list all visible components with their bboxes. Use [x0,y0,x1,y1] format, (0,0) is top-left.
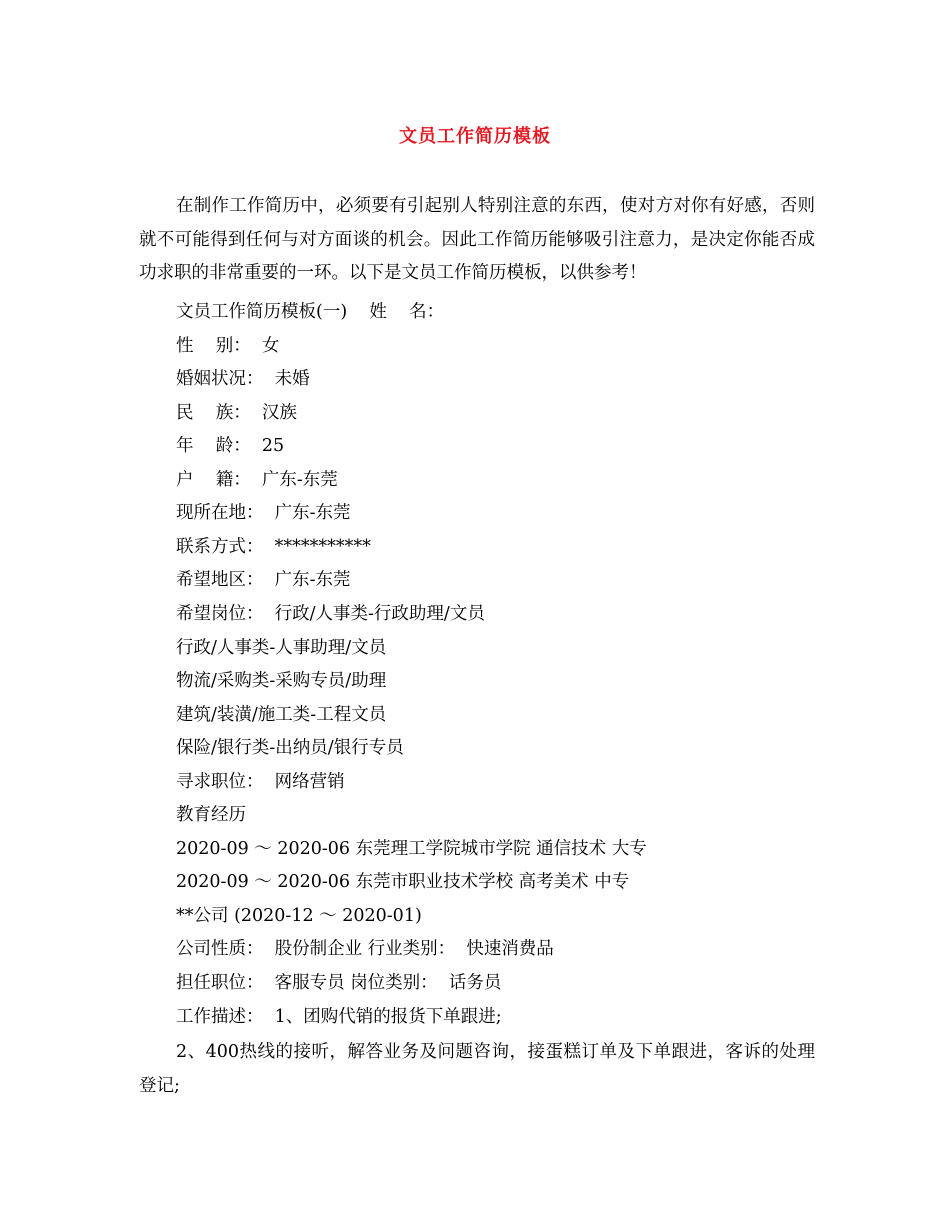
resume-line: 希望岗位： 行政/人事类-行政助理/文员 [176,603,485,624]
resume-line: 保险/银行类-出纳员/银行专员 [176,738,404,759]
resume-line: 寻求职位： 网络营销 [176,771,345,792]
resume-line: 建筑/装潢/施工类-工程文员 [176,704,387,725]
resume-line: 教育经历 [176,805,246,826]
resume-line: 年 龄： 25 [176,436,285,457]
resume-line: 担任职位： 客服专员 岗位类别： 话务员 [176,973,502,993]
resume-line: 户 籍： 广东-东莞 [176,469,338,490]
resume-line: 希望地区： 广东-东莞 [176,570,351,591]
resume-line: 民 族： 汉族 [176,402,297,423]
work-description-paragraph: 2、400热线的接听，解答业务及问题咨询，接蛋糕订单及下单跟进，客诉的处理登记; [139,1042,815,1096]
intro-paragraph: 在制作工作简历中，必须要有引起别人特别注意的东西，使对方对你有好感，否则就不可能得到任何与对方面谈的机会。因此工作简历能够吸引注意力，是决定你能否成功求职的非常重要的一环。以下是文员工作简历模板，以供参考！ [139,196,815,283]
resume-line: **公司 (2020-12 ～ 2020-01) [176,905,422,926]
resume-line: 物流/采购类-采购专员/助理 [176,671,387,692]
resume-line: 文员工作简历模板(一) 姓 名： [176,302,445,322]
resume-line: 联系方式： *********** [176,536,371,557]
resume-line: 公司性质： 股份制企业 行业类别： 快速消费品 [176,939,554,960]
resume-line: 2020-09 ～ 2020-06 东莞市职业技术学校 高考美术 中专 [176,872,630,893]
resume-line: 2020-09 ～ 2020-06 东莞理工学院城市学院 通信技术 大专 [176,838,647,859]
resume-line: 现所在地： 广东-东莞 [176,503,351,524]
resume-line: 性 别： 女 [176,335,280,356]
resume-line: 工作描述： 1、团购代销的报货下单跟进; [176,1006,502,1027]
resume-line: 婚姻状况： 未婚 [176,369,310,390]
document-title: 文员工作简历模板 [399,126,551,147]
resume-line: 行政/人事类-人事助理/文员 [176,637,387,658]
